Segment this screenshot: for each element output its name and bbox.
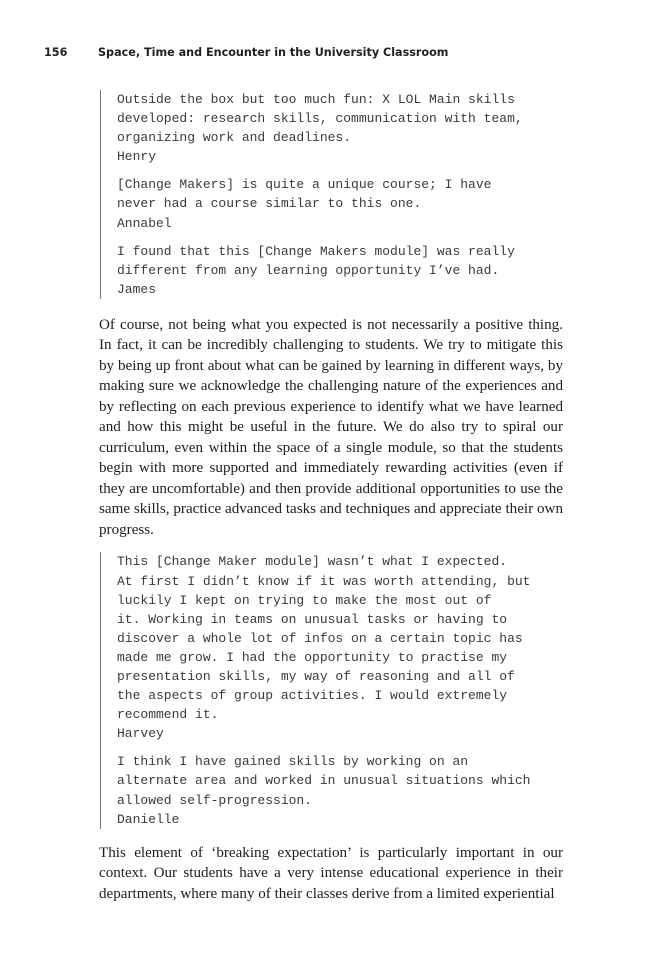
- quote-text: I found that this [Change Makers module] was really different from any learning opportunity I’ve had.: [117, 243, 515, 278]
- body-paragraph: Of course, not being what you expected is not necessarily a positive thing. In fact, it can be incredibly challenging to students. We try to mitigate this by being up front about what can be gained by learning in different ways, by making sure we acknowledge the challenging nature of the experiences and by reflecting on each previous experience to identify what we have learned and how this might be useful in the future. We do also try to spiral our curriculum, even within the space of a single module, so that the students begin with more supported and immediately rewarding activities (even if they are uncomfortable) and then provide additional opportunities to use the same skills, practice advanced tasks and techniques and appreciate their own progress.: [99, 316, 563, 538]
- student-quote: [117, 175, 563, 232]
- quote-text: This [Change Maker module] wasn’t what I expected. At first I didn’t know if it was worth attending, but luckily I kept on trying to make the most out of it. Working in teams on unusual tasks or having to discover a whole lot of infos on a certain topic has made me grow. I had the opportunity to practise my presentation skills, my way of reasoning and all of the aspects of group activities. I would extremely recommend it.: [117, 554, 531, 723]
- student-quote-block: [100, 552, 563, 828]
- quote-text: [Change Makers] is quite a unique course; I have never had a course similar to this one.: [117, 177, 492, 212]
- quote-text: Outside the box but too much fun: X LOL Main skills developed: research skills, communication with team, organizing work and deadlines.: [117, 92, 523, 146]
- book-title: Space, Time and Encounter in the University Classroom: [98, 46, 449, 59]
- quote-author: Danielle: [117, 811, 180, 827]
- student-quote-block: [100, 90, 563, 299]
- quote-author: James: [117, 281, 157, 297]
- body-paragraph: This element of ‘breaking expectation’ is particularly important in our context. Our students have a very intense educational experience in their departments, where many of their classes derive from a limited experiential: [99, 844, 563, 902]
- student-quote: [117, 552, 563, 743]
- student-quote: [117, 90, 563, 166]
- running-header: [44, 46, 564, 59]
- quote-author: Harvey: [117, 726, 164, 742]
- page-number: 156: [44, 46, 68, 59]
- quote-author: Henry: [117, 149, 157, 165]
- quote-text: I think I have gained skills by working on an alternate area and worked in unusual situations which allowed self-progression.: [117, 754, 531, 808]
- student-quote: [117, 752, 563, 828]
- quote-author: Annabel: [117, 215, 172, 231]
- student-quote: [117, 242, 563, 299]
- page-content: [99, 90, 563, 904]
